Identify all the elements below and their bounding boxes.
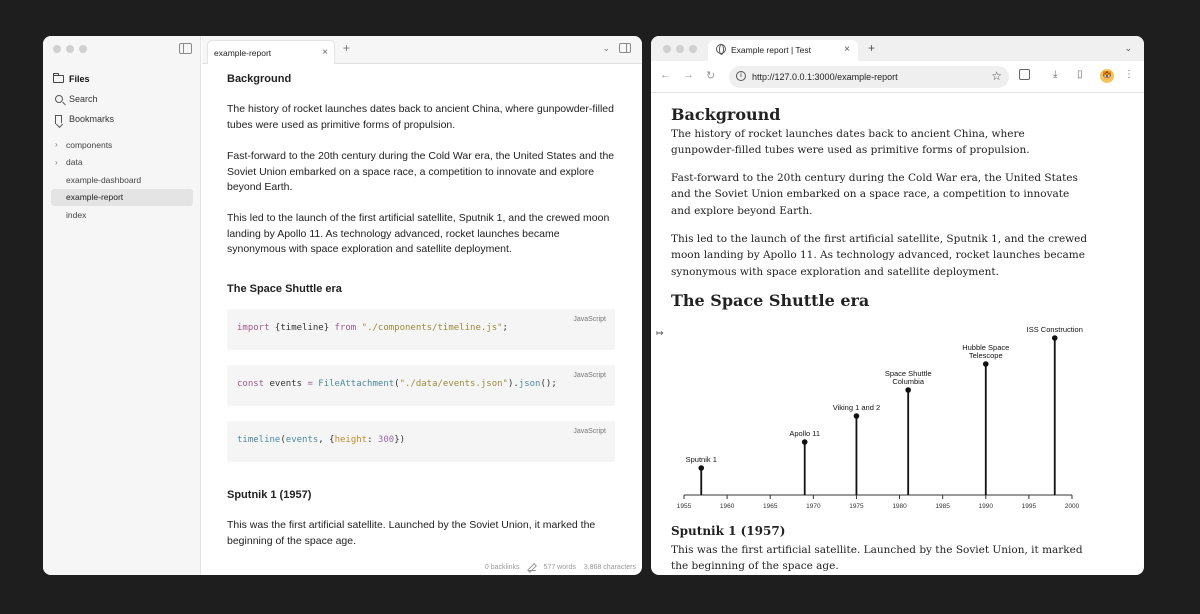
heading-background: Background (227, 73, 292, 85)
page-heading-background: Background (671, 105, 781, 124)
code-text: ; (502, 323, 508, 333)
code-text: }) (394, 435, 406, 445)
paragraph-2: Fast-forward to the 20th century during the Cold War era, the United States and the Soviet Union embarked on a space race, a competition to innovate and explore beyond Earth. (227, 150, 615, 193)
code-text: {timeline} (269, 323, 335, 333)
browser-tab[interactable] (708, 40, 858, 61)
code-language-label: JavaScript (573, 316, 606, 323)
bookmark-icon (55, 115, 62, 124)
chevron-right-icon: › (55, 140, 58, 149)
profile-avatar[interactable]: 🐯 (1100, 69, 1114, 83)
tree-item-label: example-dashboard (66, 174, 142, 185)
close-tab-icon[interactable]: × (322, 47, 328, 58)
code-text: (); (540, 379, 557, 389)
code-string: "./data/events.json" (399, 379, 508, 389)
browser-window (651, 36, 1144, 575)
browser-tab-title: Example report | Test (731, 45, 812, 55)
tree-folder-components[interactable] (51, 136, 193, 154)
tab-search-chevron-icon[interactable]: ⌄ (1124, 43, 1132, 53)
timeline-tick-label: 1995 (1021, 503, 1037, 510)
kebab-menu-icon[interactable]: ⋮ (1124, 69, 1134, 80)
event-dot (698, 465, 704, 471)
code-operator: = (307, 379, 313, 389)
page-paragraph-4: This was the first artificial satellite. Launched by the Soviet Union, it marked the beginning of the space age. (671, 544, 1083, 573)
event-label-line: Hubble Space (962, 343, 1010, 352)
forward-arrow-icon[interactable]: → (683, 69, 694, 81)
side-panel-icon[interactable]: ▯ (1077, 69, 1083, 80)
code-keyword: import (237, 323, 270, 333)
code-function: json (518, 379, 541, 389)
paragraph-3: This led to the launch of the first artificial satellite, Sputnik 1, and the crewed moon landing by Apollo 11. As technology advanced, rocket launches became synonymous with space exploration and satellite deployment. (227, 212, 610, 255)
event-label (686, 455, 717, 464)
sidebar (43, 36, 201, 575)
new-tab-button[interactable]: + (868, 41, 876, 55)
code-text: : (367, 435, 378, 445)
timeline-tick-label: 1960 (719, 503, 735, 510)
code-text: , { (318, 435, 335, 445)
event-label-line: Sputnik 1 (685, 455, 717, 464)
close-window-button[interactable] (663, 45, 671, 53)
timeline-tick-label: 1985 (935, 503, 950, 510)
extensions-icon[interactable] (1019, 69, 1030, 80)
address-bar[interactable] (729, 66, 1009, 88)
timeline-tick-label: 1965 (762, 503, 778, 510)
event-dot (983, 361, 989, 367)
character-count: 3,868 characters (583, 563, 636, 571)
event-dot (905, 387, 911, 393)
code-property: height (334, 435, 368, 445)
code-number: 300 (377, 435, 395, 445)
chevron-right-icon: › (55, 157, 58, 167)
event-label-line: ISS Construction (1026, 326, 1083, 334)
event-label (962, 343, 1009, 360)
code-argument: events (285, 435, 319, 445)
timeline-tick-label: 1970 (806, 503, 821, 510)
event-label-line: Viking 1 and 2 (832, 403, 881, 412)
minimize-window-button[interactable] (676, 45, 684, 53)
tree-item-label: components (66, 139, 113, 150)
nav-bookmarks-label: Bookmarks (69, 114, 115, 124)
maximize-window-button[interactable] (689, 45, 697, 53)
code-function: FileAttachment (312, 379, 395, 389)
tree-file-example-dashboard[interactable] (51, 171, 193, 189)
backlinks-count[interactable]: 0 backlinks (484, 563, 520, 571)
tree-file-example-report[interactable] (51, 189, 193, 207)
back-arrow-icon[interactable]: ← (660, 69, 671, 81)
code-keyword: const (237, 379, 265, 389)
tree-folder-data[interactable] (51, 154, 193, 172)
event-dot (1052, 335, 1058, 341)
tree-file-index[interactable] (51, 206, 193, 224)
editor-tabbar (202, 36, 642, 64)
event-dot (802, 439, 808, 445)
event-label-line: Space Shuttle (884, 369, 932, 378)
timeline-tick-label: 1955 (676, 503, 692, 510)
chevron-down-icon[interactable]: ⌄ (602, 43, 610, 53)
code-language-label: JavaScript (573, 372, 606, 379)
heading-sputnik: Sputnik 1 (1957) (227, 489, 312, 501)
url-text: http://127.0.0.1:3000/example-report (752, 72, 898, 82)
reload-icon[interactable]: ↻ (706, 70, 716, 82)
code-language-label: JavaScript (573, 428, 606, 435)
right-panel-toggle-icon[interactable] (619, 43, 631, 53)
nav-search[interactable] (53, 89, 114, 109)
globe-icon (716, 44, 726, 54)
event-label (789, 429, 820, 438)
editor-window (43, 36, 642, 575)
code-function: timeline (237, 435, 281, 445)
browser-tabstrip (651, 36, 1144, 61)
page-heading-shuttle: The Space Shuttle era (671, 291, 870, 310)
nav-bookmarks[interactable] (53, 109, 114, 129)
page-heading-sputnik: Sputnik 1 (1957) (671, 524, 786, 538)
code-keyword: from (334, 323, 357, 333)
tab-label: example-report (214, 48, 272, 58)
window-controls (663, 45, 697, 53)
new-tab-button[interactable]: + (343, 41, 351, 55)
file-tree (51, 136, 193, 224)
expand-arrow-icon[interactable]: ↦ (656, 328, 664, 338)
timeline-tick-label: 1990 (978, 503, 994, 510)
code-block-import[interactable] (227, 309, 615, 350)
close-window-button[interactable] (53, 45, 61, 53)
nav-search-label: Search (69, 94, 98, 104)
nav-files-label: Files (69, 74, 90, 84)
event-label (885, 369, 932, 386)
paragraph-4: This was the first artificial satellite. Launched by the Soviet Union, it marked the beginning of the space age. (227, 519, 596, 547)
folder-icon (53, 75, 64, 83)
search-icon (55, 95, 63, 103)
timeline-chart (671, 326, 1091, 516)
page-paragraph-3: This led to the launch of the first artificial satellite, Sputnik 1, and the crewed moon landing by Apollo 11. As technology advanced, rocket launches became synonymous with space exploration and satellite deployment. (671, 233, 1088, 278)
timeline-tick-label: 1975 (849, 503, 864, 510)
code-text: events (264, 379, 308, 389)
event-label (833, 403, 880, 412)
paragraph-1: The history of rocket launches dates back to ancient China, where gunpowder-filled tubes were used as primitive forms of propulsion. (227, 103, 614, 131)
sidebar-nav (53, 69, 114, 129)
info-icon[interactable]: i (736, 71, 746, 81)
tree-item-label: data (66, 157, 83, 168)
page-paragraph-1: The history of rocket launches dates back to ancient China, where gunpowder-filled tubes were used as primitive forms of propulsion. (671, 128, 1030, 157)
tree-item-label: example-report (66, 192, 124, 203)
code-block-events[interactable] (227, 365, 615, 406)
minimize-window-button[interactable] (66, 45, 74, 53)
maximize-window-button[interactable] (79, 45, 87, 53)
event-label (1027, 326, 1083, 334)
event-label-line: Columbia (892, 377, 925, 386)
event-label-line: Telescope (968, 351, 1003, 360)
code-text: ( (394, 379, 400, 389)
download-icon[interactable]: ⤓ (1053, 69, 1058, 80)
window-controls (53, 45, 87, 53)
status-bar (485, 563, 636, 571)
heading-shuttle: The Space Shuttle era (227, 283, 342, 295)
star-icon[interactable]: ☆ (991, 69, 1002, 83)
timeline-tick-label: 1980 (892, 503, 907, 510)
event-label-line: Apollo 11 (789, 429, 821, 438)
close-tab-icon[interactable]: × (844, 44, 850, 55)
code-text: ( (280, 435, 286, 445)
pencil-icon[interactable] (528, 563, 536, 571)
word-count: 577 words (543, 563, 576, 571)
code-string: "./components/timeline.js" (356, 323, 503, 333)
timeline-tick-label: 2000 (1064, 503, 1080, 510)
event-dot (854, 413, 860, 419)
nav-files[interactable] (53, 69, 114, 89)
code-text: ). (507, 379, 519, 389)
browser-toolbar (651, 61, 1144, 93)
code-block-timeline[interactable] (227, 421, 615, 462)
tab-example-report[interactable] (207, 40, 335, 64)
tree-item-label: index (66, 209, 87, 220)
sidebar-toggle-icon[interactable] (179, 43, 192, 54)
page-paragraph-2: Fast-forward to the 20th century during the Cold War era, the United States and the Soviet Union embarked on a space race, a competition to innovate and explore beyond Earth. (671, 172, 1078, 217)
